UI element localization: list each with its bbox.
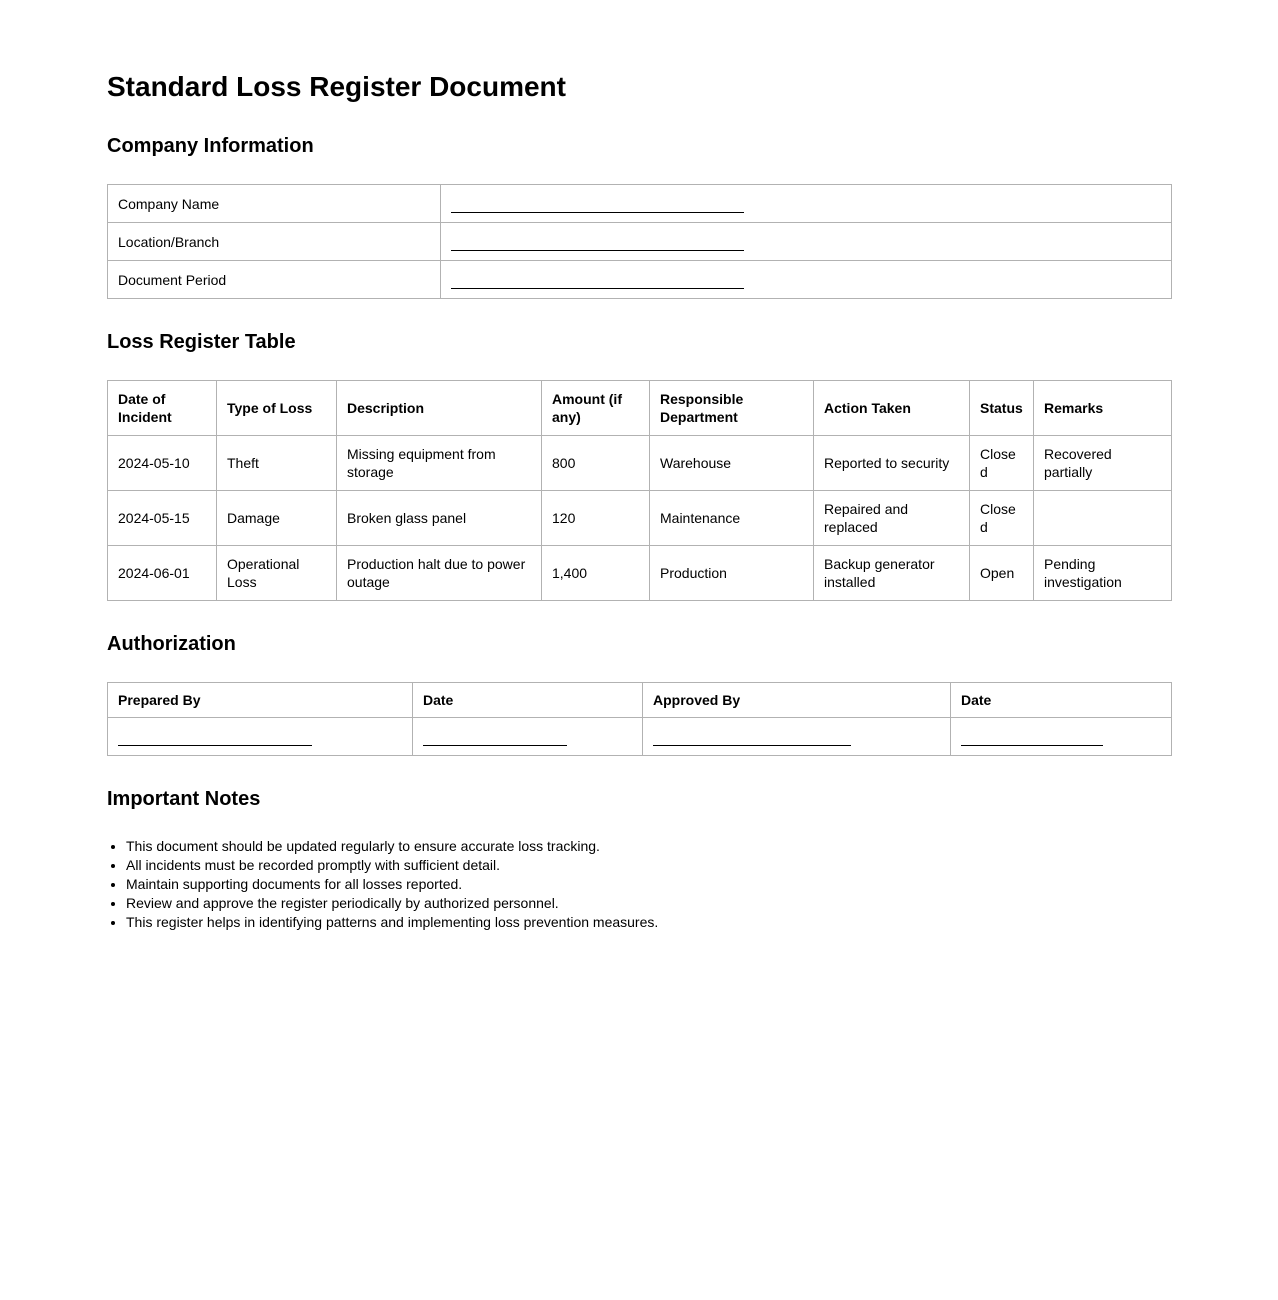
- company-name-label: Company Name: [108, 185, 441, 223]
- section-heading-important-notes: Important Notes: [107, 788, 261, 811]
- cell-type-of-loss: Damage: [217, 491, 337, 546]
- cell-description: Missing equipment from storage: [337, 436, 542, 491]
- column-header-prepared-by: Prepared By: [108, 683, 413, 718]
- prepared-date-blank-line: [423, 728, 567, 746]
- cell-status: Closed: [970, 436, 1034, 491]
- company-info-row-location-branch: [108, 223, 1172, 261]
- section-heading-authorization: Authorization: [107, 633, 236, 656]
- prepared-by-blank-line: [118, 728, 312, 746]
- company-info-table: [107, 184, 1172, 299]
- column-header-action-taken: Action Taken: [814, 381, 970, 436]
- cell-amount: 120: [542, 491, 650, 546]
- approved-date-cell: [951, 718, 1172, 756]
- column-header-type-of-loss: Type of Loss: [217, 381, 337, 436]
- column-header-date-of-incident: Date of Incident: [108, 381, 217, 436]
- approved-by-blank-line: [653, 728, 851, 746]
- document-period-label: Document Period: [108, 261, 441, 299]
- cell-amount: 800: [542, 436, 650, 491]
- document-period-value-cell: [441, 261, 1172, 299]
- cell-type-of-loss: Theft: [217, 436, 337, 491]
- approved-date-blank-line: [961, 728, 1103, 746]
- document-title: Standard Loss Register Document: [107, 71, 566, 102]
- note-item: • This document should be updated regularly to ensure accurate loss tracking.: [126, 837, 1171, 856]
- column-header-approved-by: Approved By: [643, 683, 951, 718]
- location-branch-value-cell: [441, 223, 1172, 261]
- company-name-value-cell: [441, 185, 1172, 223]
- document-page: [107, 0, 1171, 1052]
- loss-register-table: [107, 380, 1172, 601]
- section-heading-company-information: Company Information: [107, 135, 314, 158]
- company-info-row-document-period: [108, 261, 1172, 299]
- cell-responsible-department: Production: [650, 546, 814, 601]
- authorization-table: [107, 682, 1172, 756]
- loss-table-row: [108, 491, 1172, 546]
- cell-amount: 1,400: [542, 546, 650, 601]
- cell-description: Production halt due to power outage: [337, 546, 542, 601]
- cell-status: Open: [970, 546, 1034, 601]
- prepared-date-cell: [413, 718, 643, 756]
- cell-description: Broken glass panel: [337, 491, 542, 546]
- column-header-responsible-department: Responsible Department: [650, 381, 814, 436]
- company-info-row-company-name: [108, 185, 1172, 223]
- cell-responsible-department: Warehouse: [650, 436, 814, 491]
- cell-date-of-incident: 2024-05-15: [108, 491, 217, 546]
- cell-date-of-incident: 2024-06-01: [108, 546, 217, 601]
- loss-table-row: [108, 546, 1172, 601]
- note-item: • This register helps in identifying patterns and implementing loss prevention measures.: [126, 913, 1171, 932]
- column-header-remarks: Remarks: [1034, 381, 1172, 436]
- column-header-approved-date: Date: [951, 683, 1172, 718]
- cell-remarks: Pending investigation: [1034, 546, 1172, 601]
- note-item: • All incidents must be recorded promptly with sufficient detail.: [126, 856, 1171, 875]
- approved-by-signature-cell: [643, 718, 951, 756]
- location-branch-label: Location/Branch: [108, 223, 441, 261]
- cell-type-of-loss: Operational Loss: [217, 546, 337, 601]
- authorization-signature-row: [108, 718, 1172, 756]
- authorization-header-row: [108, 683, 1172, 718]
- cell-remarks: Recovered partially: [1034, 436, 1172, 491]
- cell-responsible-department: Maintenance: [650, 491, 814, 546]
- note-item: • Review and approve the register periodically by authorized personnel.: [126, 894, 1171, 913]
- cell-date-of-incident: 2024-05-10: [108, 436, 217, 491]
- cell-action-taken: Backup generator installed: [814, 546, 970, 601]
- column-header-description: Description: [337, 381, 542, 436]
- cell-action-taken: Repaired and replaced: [814, 491, 970, 546]
- cell-status: Closed: [970, 491, 1034, 546]
- location-branch-blank-line: [451, 233, 744, 251]
- column-header-amount: Amount (if any): [542, 381, 650, 436]
- loss-table-row: [108, 436, 1172, 491]
- company-name-blank-line: [451, 195, 744, 213]
- section-heading-loss-register-table: Loss Register Table: [107, 331, 296, 354]
- loss-table-header-row: [108, 381, 1172, 436]
- document-period-blank-line: [451, 271, 744, 289]
- column-header-prepared-date: Date: [413, 683, 643, 718]
- cell-action-taken: Reported to security: [814, 436, 970, 491]
- cell-remarks: [1034, 491, 1172, 546]
- prepared-by-signature-cell: [108, 718, 413, 756]
- note-item: • Maintain supporting documents for all losses reported.: [126, 875, 1171, 894]
- column-header-status: Status: [970, 381, 1034, 436]
- important-notes-list: [107, 837, 1171, 932]
